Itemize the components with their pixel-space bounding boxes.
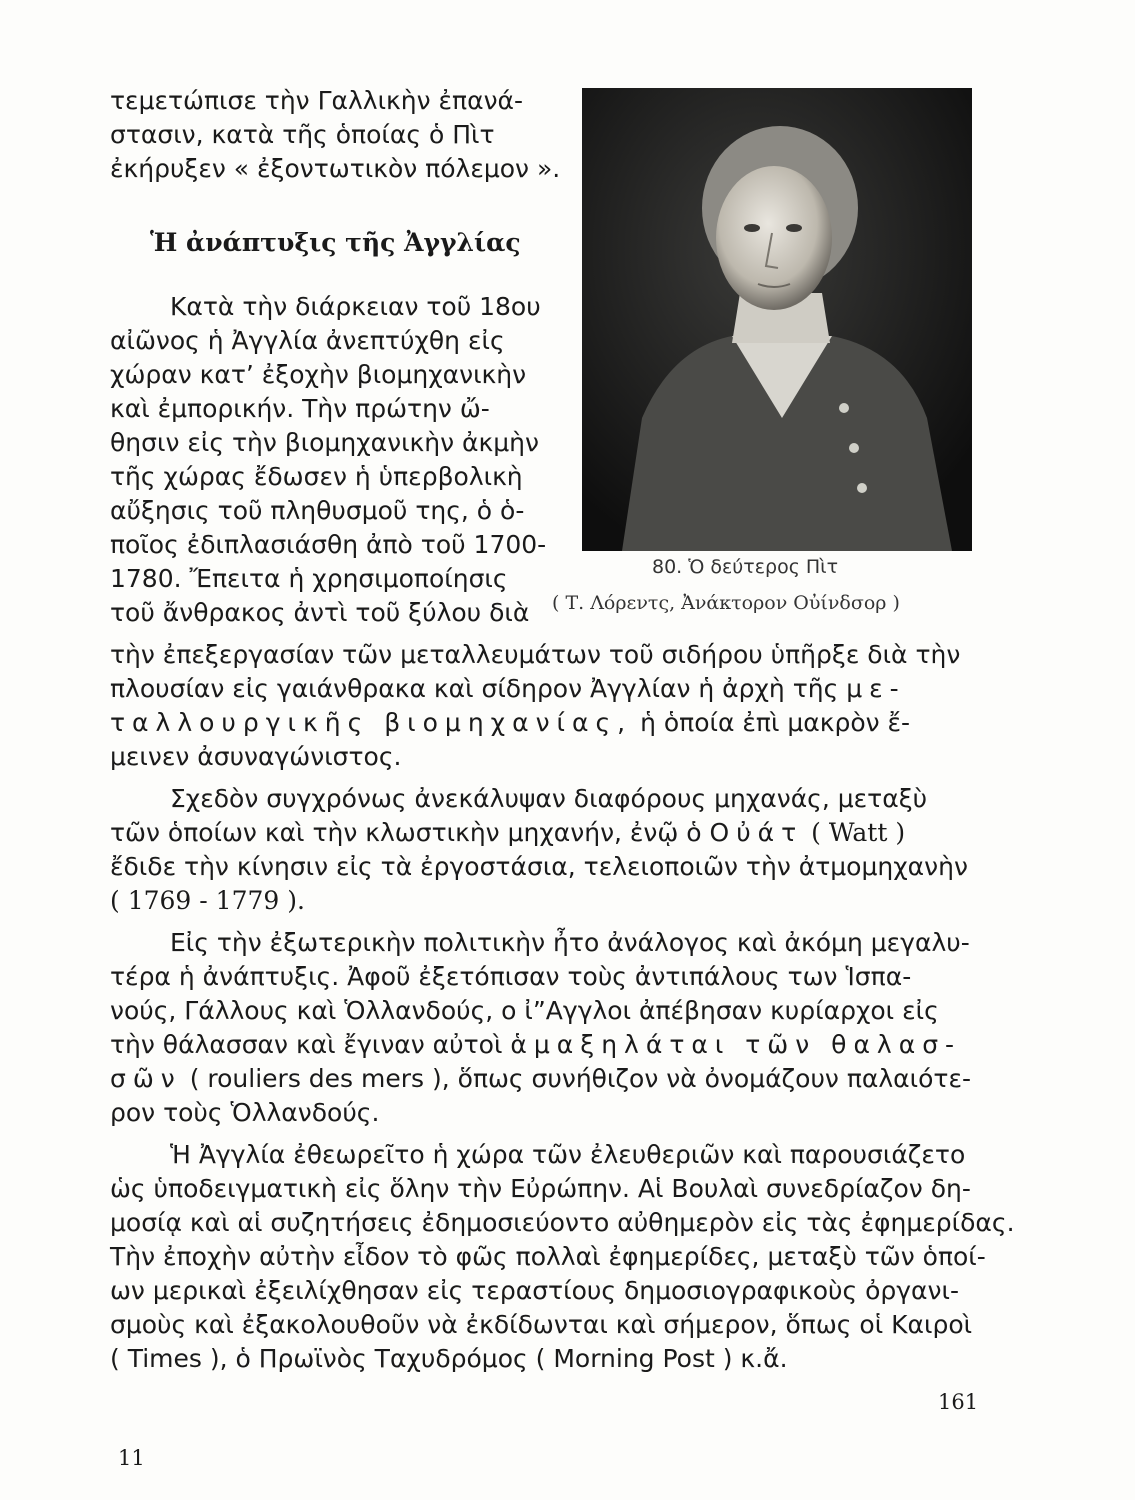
text-line: σῶν ( rouliers des mers ), ὅπως συνήθιζον νὰ ὀνομάζουν παλαιότε-: [110, 1064, 971, 1093]
text-line: Σχεδὸν συγχρόνως ἀνεκάλυψαν διαφόρους μηχανάς, μεταξὺ: [170, 784, 928, 813]
figure-caption: 80. Ὁ δεύτερος Πὶτ: [652, 556, 839, 578]
page-number: 161: [938, 1390, 979, 1414]
text-line: ὡς ὑποδειγματικὴ εἰς ὅλην τὴν Εὐρώπην. Αἱ Βουλαὶ συνεδρίαζον δη-: [110, 1174, 971, 1203]
text-line: Τὴν ἐποχὴν αὐτὴν εἶδον τὸ φῶς πολλαὶ ἐφημερίδες, μεταξὺ τῶν ὁποί-: [110, 1242, 986, 1271]
text-line: Κατὰ τὴν διάρκειαν τοῦ 18ου: [170, 292, 541, 321]
text-line: τὴν θάλασσαν καὶ ἔγιναν αὐτοὶ ἁμαξηλάται τῶν θαλασ-: [110, 1030, 962, 1059]
text-line: 1780. Ἔπειτα ἡ χρησιμοποίησις: [110, 564, 508, 593]
text-line: ταλλουργικῆς βιομηχανίας, ἡ ὁποία ἐπὶ μακρὸν ἔ-: [110, 708, 911, 737]
text-line: ( Times ), ὁ Πρωϊνὸς Ταχυδρόμος ( Morning Post ) κ.ἄ.: [110, 1344, 788, 1373]
text-line: ἔδιδε τὴν κίνησιν εἰς τὰ ἐργοστάσια, τελειοποιῶν τὴν ἀτμομηχανὴν: [110, 852, 968, 881]
text-line: τέρα ἡ ἀνάπτυξις. Ἀφοῦ ἐξετόπισαν τοὺς ἀντιπάλους των Ἱσπα-: [110, 962, 912, 991]
text-line: αὔξησις τοῦ πληθυσμοῦ της, ὁ ὁ-: [110, 496, 525, 525]
text-line: θησιν εἰς τὴν βιομηχανικὴν ἀκμὴν: [110, 428, 539, 457]
text-line: αἰῶνος ἡ Ἀγγλία ἀνεπτύχθη εἰς: [110, 326, 505, 355]
text-line: τὴν ἐπεξεργασίαν τῶν μεταλλευμάτων τοῦ σιδήρου ὑπῆρξε διὰ τὴν: [110, 640, 961, 669]
text-line: τῆς χώρας ἔδωσεν ἡ ὑπερβολικὴ: [110, 462, 523, 491]
text-line: ων μερικαὶ ἐξειλίχθησαν εἰς τεραστίους δημοσιογραφικοὺς ὀργανι-: [110, 1276, 959, 1305]
text-line: μεινεν ἀσυναγώνιστος.: [110, 742, 402, 771]
text-line: πλουσίαν εἰς γαιάνθρακα καὶ σίδηρον Ἀγγλίαν ἡ ἀρχὴ τῆς με-: [110, 674, 906, 703]
spaced-term: ταλλουργικῆς βιομηχανίας,: [110, 708, 633, 737]
text-line: ρον τοὺς Ὁλλανδούς.: [110, 1098, 380, 1127]
text-line: τεμετώπισε τὴν Γαλλικὴν ἐπανά-: [110, 86, 524, 115]
text-line: ( 1769 - 1779 ).: [110, 886, 305, 915]
spaced-term: ἁμαξηλάται τῶν θαλασ-: [510, 1030, 962, 1059]
signature-mark: 11: [118, 1446, 145, 1470]
text-line: σμοὺς καὶ ἐξακολουθοῦν νὰ ἐκδίδωνται καὶ σήμερον, ὅπως οἱ Καιροὶ: [110, 1310, 973, 1339]
text-line: ποῖος ἐδιπλασιάσθη ἀπὸ τοῦ 1700-: [110, 530, 547, 559]
text-line: στασιν, κατὰ τῆς ὁποίας ὁ Πὶτ: [110, 120, 495, 149]
text-line: χώραν κατ’ ἐξοχὴν βιομηχανικὴν: [110, 360, 527, 389]
text-line: τοῦ ἄνθρακος ἀντὶ τοῦ ξύλου διὰ: [110, 598, 530, 627]
text-line: Ἡ Ἀγγλία ἐθεωρεῖτο ἡ χώρα τῶν ἐλευθεριῶν καὶ παρουσιάζετο: [170, 1140, 966, 1169]
text-line: τῶν ὁποίων καὶ τὴν κλωστικὴν μηχανήν, ἐνῷ ὁ Οὐάτ ( Watt ): [110, 818, 906, 847]
text-line: νούς, Γάλλους καὶ Ὁλλανδούς, ο ἰ”Αγγλοι ἀπέβησαν κυρίαρχοι εἰς: [110, 996, 939, 1025]
text-line: Εἰς τὴν ἐξωτερικὴν πολιτικὴν ἦτο ἀνάλογος καὶ ἀκόμη μεγαλυ-: [170, 928, 970, 957]
text-line: καὶ ἐμπορικήν. Τὴν πρώτην ὤ-: [110, 394, 490, 423]
figure-credit: ( Τ. Λόρεντς, Ἀνάκτορον Οὐίνδσορ ): [552, 592, 900, 614]
text-line: ἐκήρυξεν « ἐξοντωτικὸν πόλεμον ».: [110, 154, 561, 183]
portrait-illustration: [582, 88, 972, 551]
text-line: μοσίᾳ καὶ αἱ συζητήσεις ἐδημοσιεύοντο αὐθημερὸν εἰς τὰς ἐφημερίδας.: [110, 1208, 1015, 1237]
section-heading: Ἡ ἀνάπτυξις τῆς Ἀγγλίας: [150, 228, 521, 257]
portrait-image: [582, 88, 972, 551]
